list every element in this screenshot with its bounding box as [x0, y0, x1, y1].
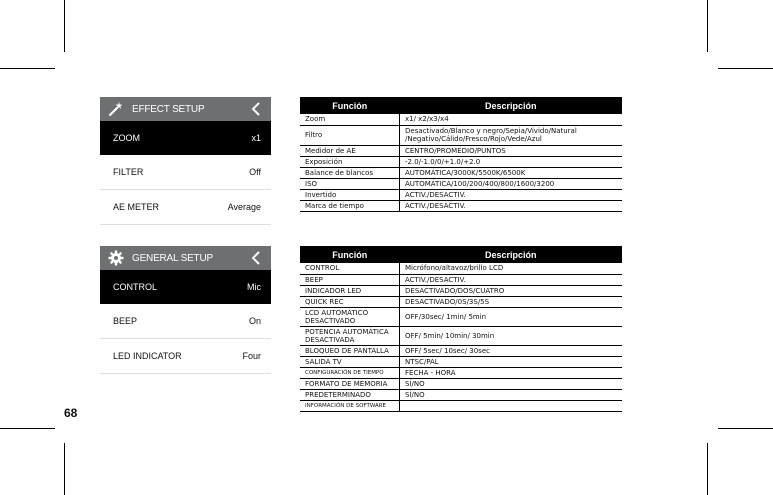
table-row	[300, 200, 622, 211]
table-cell: ACTIV./DESACTIV.	[400, 274, 623, 285]
gear-icon	[108, 250, 124, 266]
row-value: Off	[249, 167, 261, 177]
table-cell: PREDETERMINADO	[300, 389, 400, 400]
menu-row-beep[interactable]	[100, 304, 271, 339]
table-cell: BLOQUEO DE PANTALLA	[300, 345, 400, 356]
effect-setup-title: EFFECT SETUP	[132, 103, 205, 115]
row-label: BEEP	[113, 316, 138, 326]
column-header: Función	[300, 97, 400, 114]
menu-row-filter[interactable]	[100, 155, 271, 190]
table-cell: Balance de blancos	[300, 167, 400, 178]
crop-mark	[707, 443, 708, 495]
page-number: 68	[64, 406, 78, 420]
crop-mark	[707, 0, 708, 52]
row-label: CONTROL	[113, 282, 158, 292]
table-cell: -2.0/-1.0/0/+1.0/+2.0	[400, 156, 623, 167]
table-cell: BEEP	[300, 274, 400, 285]
table-cell: Exposición	[300, 156, 400, 167]
table-row	[300, 285, 622, 296]
table-cell: NTSC/PAL	[400, 356, 623, 367]
table-cell: ACTIV./DESACTIV.	[400, 189, 623, 200]
table-cell: AUTOMÁTICA/100/200/400/800/1600/3200	[400, 178, 623, 189]
table-cell: AUTOMÁTICA/3000K/5500K/6500K	[400, 167, 623, 178]
table-cell: x1/ x2/x3/x4	[400, 114, 623, 125]
table-row	[300, 326, 622, 345]
crop-mark	[64, 443, 65, 495]
table-row	[300, 367, 622, 378]
column-header: Descripción	[400, 97, 623, 114]
general-spec-table	[300, 246, 622, 412]
row-label: AE METER	[113, 202, 160, 212]
table-cell: FORMATO DE MEMORIA	[300, 378, 400, 389]
table-cell: ACTIV./DESACTIV.	[400, 200, 623, 211]
table-row	[300, 296, 622, 307]
table-header-row	[300, 246, 622, 263]
table-header-row	[300, 97, 622, 114]
table-cell: INDICADOR LED	[300, 285, 400, 296]
table-cell: SÍ/NO	[400, 389, 623, 400]
menu-row-control[interactable]	[100, 270, 271, 304]
row-label: LED INDICATOR	[113, 351, 182, 361]
table-cell: LCD AUTOMÁTICO DESACTIVADO	[300, 307, 400, 326]
back-chevron-icon[interactable]	[247, 249, 265, 267]
table-cell	[400, 400, 623, 411]
table-cell: ISO	[300, 178, 400, 189]
table-row	[300, 345, 622, 356]
table-row	[300, 114, 622, 125]
table-cell: POTENCIA AUTOMÁTICA DESACTIVADA	[300, 326, 400, 345]
table-row	[300, 167, 622, 178]
table-row	[300, 400, 622, 411]
table-row	[300, 307, 622, 326]
column-header: Función	[300, 246, 400, 263]
back-chevron-icon[interactable]	[247, 100, 265, 118]
table-cell: Medidor de AE	[300, 145, 400, 156]
table-cell: OFF/ 5min/ 10min/ 30min	[400, 326, 623, 345]
table-cell: Zoom	[300, 114, 400, 125]
table-cell: SALIDA TV	[300, 356, 400, 367]
table-cell: QUICK REC	[300, 296, 400, 307]
table-row	[300, 263, 622, 274]
menu-row-led-indicator[interactable]	[100, 339, 271, 374]
table-row	[300, 156, 622, 167]
row-value: Average	[227, 202, 261, 212]
table-row	[300, 189, 622, 200]
table-row	[300, 378, 622, 389]
table-cell: DESACTIVADO/DOS/CUATRO	[400, 285, 623, 296]
crop-mark	[718, 68, 773, 69]
magic-wand-icon	[108, 101, 124, 117]
row-value: x1	[251, 133, 261, 143]
crop-mark	[64, 0, 65, 52]
table-cell: OFF/ 5sec/ 10sec/ 30sec	[400, 345, 623, 356]
crop-mark	[718, 428, 773, 429]
table-cell: Desactivado/Blanco y negro/Sepia/Vivido/Natural /Negativo/Cálido/Fresco/Rojo/Vede/Azul	[400, 125, 623, 145]
table-cell: CONTROL	[300, 263, 400, 274]
crop-mark	[0, 68, 55, 69]
table-cell: Micrófono/altavoz/brillo LCD	[400, 263, 623, 274]
column-header: Descripción	[400, 246, 623, 263]
table-cell: INFORMACIÓN DE SOFTWARE	[300, 400, 400, 411]
table-cell: SÍ/NO	[400, 378, 623, 389]
table-row	[300, 356, 622, 367]
effect-setup-header	[100, 97, 271, 121]
menu-row-zoom[interactable]	[100, 121, 271, 155]
table-cell: Filtro	[300, 125, 400, 145]
row-label: ZOOM	[113, 133, 140, 143]
menu-row-ae-meter[interactable]	[100, 190, 271, 225]
table-row	[300, 389, 622, 400]
table-row	[300, 274, 622, 285]
effect-spec-table	[300, 97, 622, 212]
row-value: On	[248, 316, 261, 326]
row-label: FILTER	[113, 167, 144, 177]
table-cell: OFF/30sec/ 1min/ 5min	[400, 307, 623, 326]
table-cell: CONFIGURACIÓN DE TIEMPO	[300, 367, 400, 378]
general-setup-screen	[100, 246, 271, 374]
table-cell: Invertido	[300, 189, 400, 200]
general-setup-title: GENERAL SETUP	[132, 252, 213, 264]
row-value: Four	[242, 351, 261, 361]
effect-setup-screen	[100, 97, 271, 225]
general-setup-header	[100, 246, 271, 270]
table-cell: CENTRO/PROMEDIO/PUNTOS	[400, 145, 623, 156]
table-row	[300, 145, 622, 156]
crop-mark	[0, 428, 55, 429]
row-value: Mic	[247, 282, 261, 292]
table-cell: DESACTIVADO/0S/3S/5S	[400, 296, 623, 307]
table-row	[300, 125, 622, 145]
table-row	[300, 178, 622, 189]
table-cell: Marca de tiempo	[300, 200, 400, 211]
table-cell: FECHA - HORA	[400, 367, 623, 378]
